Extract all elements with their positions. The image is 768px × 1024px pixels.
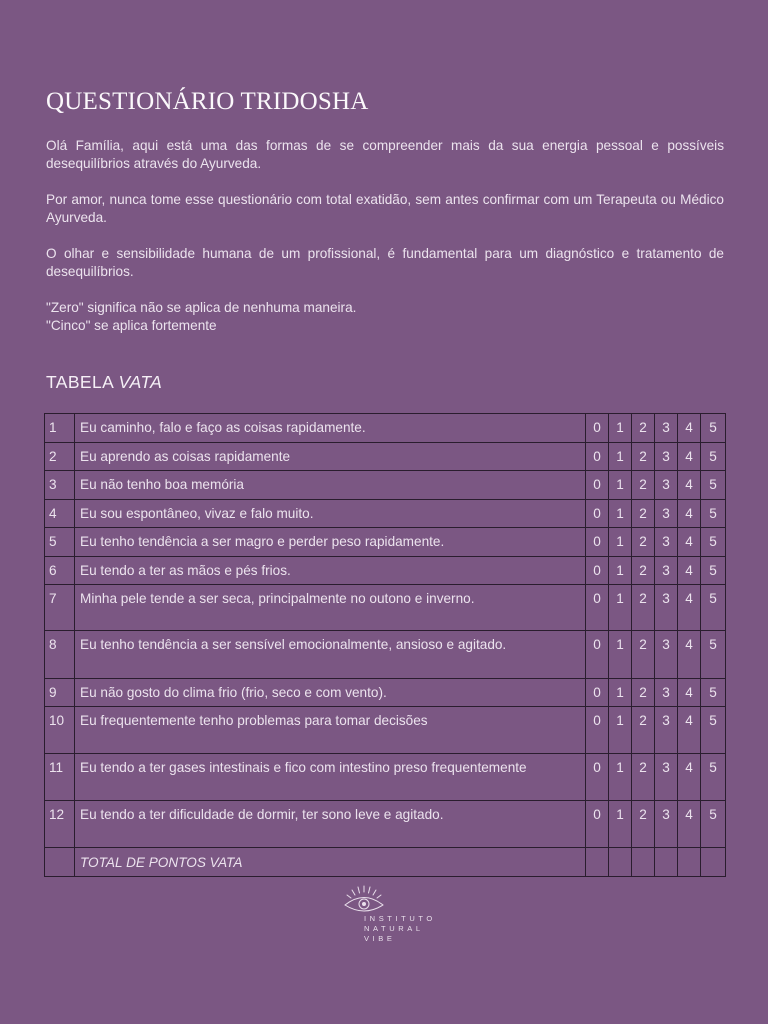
score-option-3[interactable]: 3 <box>655 528 678 557</box>
question-text: Eu aprendo as coisas rapidamente <box>75 443 586 471</box>
score-option-4[interactable]: 4 <box>678 707 701 754</box>
score-option-5[interactable]: 5 <box>701 557 726 585</box>
question-number: 5 <box>45 528 75 557</box>
section-title-name: VATA <box>118 372 163 392</box>
score-option-2[interactable]: 2 <box>632 471 655 500</box>
score-option-0[interactable]: 0 <box>586 500 609 528</box>
table-row <box>45 414 726 443</box>
table-row <box>45 631 726 679</box>
total-number-cell <box>45 848 75 877</box>
score-option-1[interactable]: 1 <box>609 500 632 528</box>
question-number: 10 <box>45 707 75 754</box>
total-score-cell[interactable] <box>701 848 726 877</box>
score-option-3[interactable]: 3 <box>655 414 678 443</box>
question-number: 9 <box>45 679 75 707</box>
score-option-3[interactable]: 3 <box>655 754 678 801</box>
score-option-4[interactable]: 4 <box>678 500 701 528</box>
question-number: 12 <box>45 801 75 848</box>
question-text: Eu tenho tendência a ser magro e perder peso rapidamente. <box>75 528 586 557</box>
score-option-5[interactable]: 5 <box>701 414 726 443</box>
question-number: 2 <box>45 443 75 471</box>
score-option-5[interactable]: 5 <box>701 679 726 707</box>
logo-line: NATURAL <box>364 924 424 933</box>
score-option-1[interactable]: 1 <box>609 414 632 443</box>
question-number: 11 <box>45 754 75 801</box>
score-option-5[interactable]: 5 <box>701 443 726 471</box>
score-option-5[interactable]: 5 <box>701 801 726 848</box>
score-option-1[interactable]: 1 <box>609 679 632 707</box>
intro-text <box>46 137 724 335</box>
score-option-0[interactable]: 0 <box>586 528 609 557</box>
table-row <box>45 528 726 557</box>
question-number: 7 <box>45 585 75 631</box>
page-title: QUESTIONÁRIO TRIDOSHA <box>46 88 369 115</box>
score-option-0[interactable]: 0 <box>586 631 609 679</box>
score-option-2[interactable]: 2 <box>632 631 655 679</box>
question-text: Eu tendo a ter gases intestinais e fico com intestino preso frequentemente <box>75 754 586 801</box>
scale-note-five: "Cinco" se aplica fortemente <box>46 318 217 333</box>
intro-paragraph: Olá Família, aqui está uma das formas de se compreender mais da sua energia pessoal e possíveis desequilíbrios através do Ayurveda. <box>46 138 724 171</box>
total-label: TOTAL DE PONTOS VATA <box>75 848 586 877</box>
eye-icon <box>342 884 386 918</box>
score-option-3[interactable]: 3 <box>655 707 678 754</box>
question-text: Eu tenho tendência a ser sensível emocionalmente, ansioso e agitado. <box>75 631 586 679</box>
score-option-0[interactable]: 0 <box>586 557 609 585</box>
table-row <box>45 801 726 848</box>
section-title <box>46 372 162 393</box>
score-option-3[interactable]: 3 <box>655 631 678 679</box>
score-option-1[interactable]: 1 <box>609 801 632 848</box>
score-option-2[interactable]: 2 <box>632 679 655 707</box>
score-option-3[interactable]: 3 <box>655 500 678 528</box>
question-text: Eu tendo a ter as mãos e pés frios. <box>75 557 586 585</box>
score-option-2[interactable]: 2 <box>632 443 655 471</box>
score-option-4[interactable]: 4 <box>678 631 701 679</box>
score-option-5[interactable]: 5 <box>701 631 726 679</box>
total-score-cell[interactable] <box>655 848 678 877</box>
institute-logo <box>342 884 436 948</box>
score-option-0[interactable]: 0 <box>586 414 609 443</box>
scale-note-zero: "Zero" significa não se aplica de nenhuma maneira. <box>46 300 357 315</box>
score-option-5[interactable]: 5 <box>701 585 726 631</box>
score-option-1[interactable]: 1 <box>609 707 632 754</box>
score-option-2[interactable]: 2 <box>632 557 655 585</box>
score-option-2[interactable]: 2 <box>632 585 655 631</box>
score-option-0[interactable]: 0 <box>586 443 609 471</box>
score-option-2[interactable]: 2 <box>632 754 655 801</box>
score-option-4[interactable]: 4 <box>678 801 701 848</box>
question-text: Eu caminho, falo e faço as coisas rapidamente. <box>75 414 586 443</box>
question-text: Eu sou espontâneo, vivaz e falo muito. <box>75 500 586 528</box>
total-score-cell[interactable] <box>678 848 701 877</box>
score-option-2[interactable]: 2 <box>632 414 655 443</box>
score-option-1[interactable]: 1 <box>609 754 632 801</box>
question-number: 6 <box>45 557 75 585</box>
score-option-5[interactable]: 5 <box>701 471 726 500</box>
score-option-3[interactable]: 3 <box>655 801 678 848</box>
total-score-cell[interactable] <box>632 848 655 877</box>
question-number: 1 <box>45 414 75 443</box>
logo-line: VIBE <box>364 934 396 943</box>
question-text: Eu não gosto do clima frio (frio, seco e com vento). <box>75 679 586 707</box>
table-row <box>45 557 726 585</box>
score-option-0[interactable]: 0 <box>586 754 609 801</box>
logo-text <box>364 914 436 944</box>
question-text: Minha pele tende a ser seca, principalmente no outono e inverno. <box>75 585 586 631</box>
table-row <box>45 679 726 707</box>
table-row <box>45 443 726 471</box>
score-option-5[interactable]: 5 <box>701 528 726 557</box>
score-option-1[interactable]: 1 <box>609 557 632 585</box>
question-text: Eu não tenho boa memória <box>75 471 586 500</box>
intro-paragraph: O olhar e sensibilidade humana de um profissional, é fundamental para um diagnóstico e tratamento de desequilíbrios. <box>46 246 724 279</box>
total-row <box>45 848 726 877</box>
question-number: 3 <box>45 471 75 500</box>
score-option-4[interactable]: 4 <box>678 679 701 707</box>
score-option-0[interactable]: 0 <box>586 471 609 500</box>
score-option-1[interactable]: 1 <box>609 528 632 557</box>
score-option-4[interactable]: 4 <box>678 443 701 471</box>
score-option-0[interactable]: 0 <box>586 707 609 754</box>
score-option-4[interactable]: 4 <box>678 585 701 631</box>
score-option-3[interactable]: 3 <box>655 585 678 631</box>
score-option-5[interactable]: 5 <box>701 500 726 528</box>
question-text: Eu tendo a ter dificuldade de dormir, ter sono leve e agitado. <box>75 801 586 848</box>
score-option-0[interactable]: 0 <box>586 585 609 631</box>
score-option-0[interactable]: 0 <box>586 679 609 707</box>
score-option-3[interactable]: 3 <box>655 679 678 707</box>
score-option-3[interactable]: 3 <box>655 557 678 585</box>
score-option-1[interactable]: 1 <box>609 443 632 471</box>
table-row <box>45 754 726 801</box>
question-number: 4 <box>45 500 75 528</box>
intro-paragraph: Por amor, nunca tome esse questionário com total exatidão, sem antes confirmar com um Terapeuta ou Médico Ayurveda. <box>46 192 724 225</box>
score-option-2[interactable]: 2 <box>632 707 655 754</box>
section-title-prefix: TABELA <box>46 372 119 392</box>
score-option-1[interactable]: 1 <box>609 585 632 631</box>
question-number: 8 <box>45 631 75 679</box>
score-option-2[interactable]: 2 <box>632 801 655 848</box>
score-option-2[interactable]: 2 <box>632 528 655 557</box>
score-option-4[interactable]: 4 <box>678 528 701 557</box>
table-row <box>45 471 726 500</box>
score-option-5[interactable]: 5 <box>701 754 726 801</box>
table-row <box>45 500 726 528</box>
score-option-0[interactable]: 0 <box>586 801 609 848</box>
score-option-3[interactable]: 3 <box>655 471 678 500</box>
score-option-4[interactable]: 4 <box>678 754 701 801</box>
table-row <box>45 585 726 631</box>
logo-line: INSTITUTO <box>364 914 436 923</box>
vata-table <box>44 413 726 877</box>
question-text: Eu frequentemente tenho problemas para tomar decisões <box>75 707 586 754</box>
score-option-4[interactable]: 4 <box>678 414 701 443</box>
total-score-cell[interactable] <box>609 848 632 877</box>
score-option-1[interactable]: 1 <box>609 471 632 500</box>
score-option-5[interactable]: 5 <box>701 707 726 754</box>
table-row <box>45 707 726 754</box>
total-score-cell[interactable] <box>586 848 609 877</box>
score-option-1[interactable]: 1 <box>609 631 632 679</box>
score-option-4[interactable]: 4 <box>678 471 701 500</box>
score-option-2[interactable]: 2 <box>632 500 655 528</box>
score-option-4[interactable]: 4 <box>678 557 701 585</box>
score-option-3[interactable]: 3 <box>655 443 678 471</box>
